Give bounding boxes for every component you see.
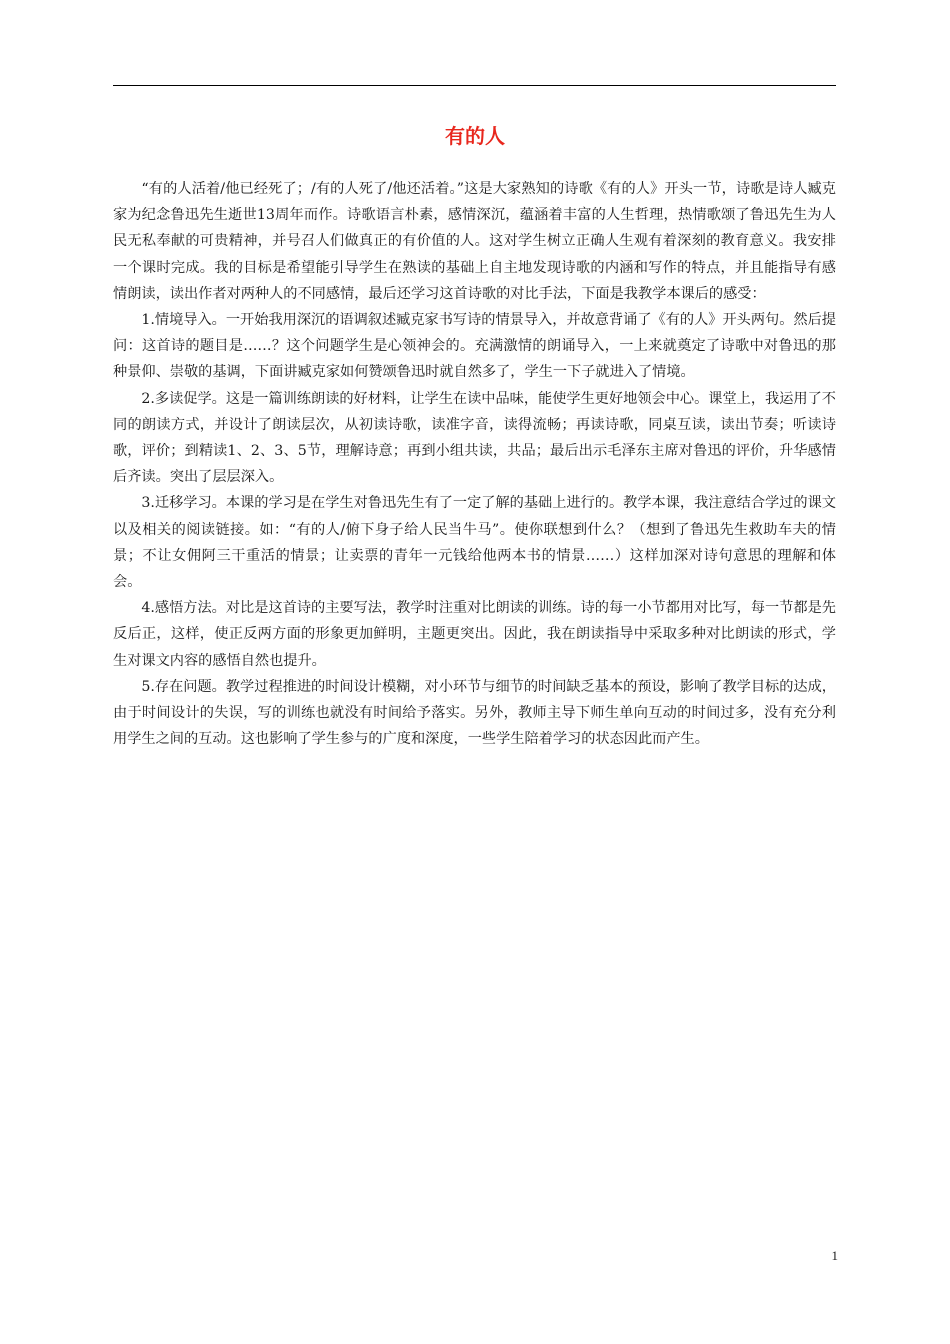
document-body bbox=[113, 176, 836, 752]
paragraph-understanding-method: 4.感悟方法。对比是这首诗的主要写法，教学时注重对比朗读的训练。诗的每一小节都用对比写，每一节都是先反后正，这样，使正反两方面的形象更加鲜明，主题更突出。因此，我在朗读指导中采取多种对比朗读的形式，学生对课文内容的感悟自然也提升。 bbox=[113, 600, 836, 669]
paragraph-existing-problems: 5.存在问题。教学过程推进的时间设计模糊，对小环节与细节的时间缺乏基本的预设，影响了教学目标的达成，由于时间设计的失误，写的训练也就没有时间给予落实。另外，教师主导下师生单向互动的时间过多，没有充分利用学生之间的互动。这也影响了学生参与的广度和深度，一些学生陪着学习的状态因此而产生。 bbox=[113, 678, 836, 748]
page-number: 1 bbox=[831, 1248, 838, 1263]
document-title: 有的人 bbox=[445, 124, 505, 148]
intro-paragraph: “有的人活着/他已经死了；/有的人死了/他还活着。”这是大家熟知的诗歌《有的人》开头一节，诗歌是诗人臧克家为纪念鲁迅先生逝世13周年而作。诗歌语言朴素，感情深沉，蕴涵着丰富的人生哲理，热情歌颂了鲁迅先生为人民无私奉献的可贵精神，并号召人们做真正的有价值的人。这对学生树立正确人生观有着深刻的教育意义。我安排一个课时完成。我的目标是希望能引导学生在熟读的基础上自主地发现诗歌的内涵和写作的特点，并且能指导有感情朗读，读出作者对两种人的不同感情，最后还学习这首诗歌的对比手法，下面是我教学本课后的感受： bbox=[113, 181, 836, 302]
paragraph-transfer-learning: 3.迁移学习。本课的学习是在学生对鲁迅先生有了一定了解的基础上进行的。教学本课，我注意结合学过的课文以及相关的阅读链接。如：“有的人/俯下身子给人民当牛马”。使你联想到什么？（想到了鲁迅先生救助车夫的情景；不让女佣阿三干重活的情景；让卖票的青年一元钱给他两本书的情景……）这样加深对诗句意思的理解和体会。 bbox=[113, 495, 836, 591]
paragraph-reading-promotes-learning: 2.多读促学。这是一篇训练朗读的好材料，让学生在读中品味，能使学生更好地领会中心。课堂上，我运用了不同的朗读方式，并设计了朗读层次，从初读诗歌，读准字音，读得流畅；再读诗歌，同桌互读，读出节奏；听读诗歌，评价；到精读1、2、3、5节，理解诗意；再到小组共读，共品；最后出示毛泽东主席对鲁迅的评价，升华感情后齐读。突出了层层深入。 bbox=[113, 390, 836, 486]
header-rule bbox=[113, 85, 836, 86]
paragraph-situation-intro: 1.情境导入。一开始我用深沉的语调叙述臧克家书写诗的情景导入，并故意背诵了《有的人》开头两句。然后提问：这首诗的题目是……？这个问题学生是心领神会的。充满激情的朗诵导入，一上来就奠定了诗歌中对鲁迅的那种景仰、崇敬的基调，下面讲臧克家如何赞颂鲁迅时就自然多了，学生一下子就进入了情境。 bbox=[113, 312, 836, 381]
